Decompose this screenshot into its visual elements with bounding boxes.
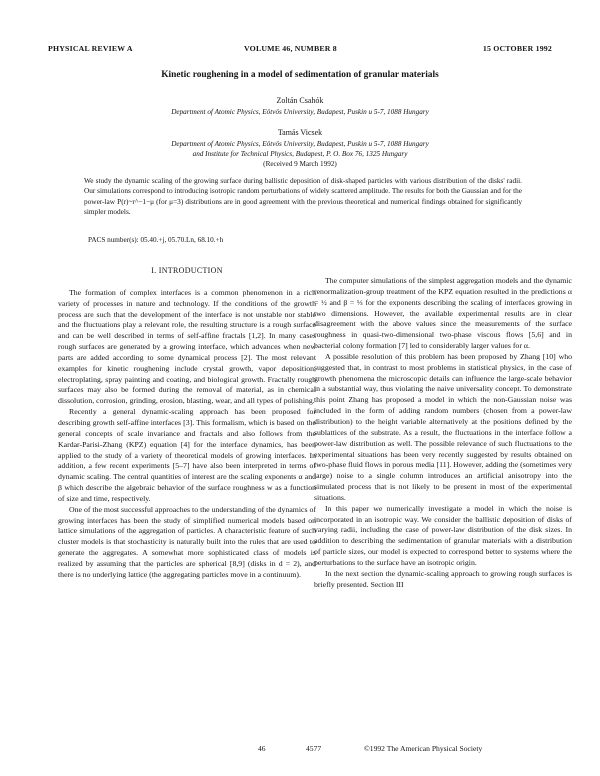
paper-title: Kinetic roughening in a model of sedimentation of granular materials	[161, 70, 439, 80]
page-footer	[0, 744, 600, 756]
body-paragraph: The computer simulations of the simplest aggregation models and the dynamic renormalization-group treatment of the KPZ equation resulted in the predictions α = ½ and β = ⅓ for the exponents describing the scaling of interfaces growing in two dimensions. However, the available experimental results are in clear disagreement with the above values since the measurements of the surface roughness in quasi-two-dimensional two-phase viscous flows [5,6] and in bacterial colony formation [7] led to considerably larger values for α.	[314, 276, 572, 351]
section-heading: I. INTRODUCTION	[151, 266, 223, 275]
journal-name: PHYSICAL REVIEW A	[48, 44, 133, 53]
author-affiliation: Department of Atomic Physics, Eötvös University, Budapest, Puskin u 5-7, 1088 Hungary	[171, 108, 429, 116]
pacs-numbers: PACS number(s): 05.40.+j, 05.70.Ln, 68.10.+h	[88, 236, 224, 244]
left-column	[58, 266, 316, 581]
author-name: Tamás Vicsek	[277, 128, 323, 137]
issue-date: 15 OCTOBER 1992	[482, 44, 552, 53]
body-paragraph: In the next section the dynamic-scaling approach to growing rough surfaces is briefly presented. Section III	[314, 568, 572, 589]
body-paragraph: Recently a general dynamic-scaling approach has been proposed for describing growth self-affine interfaces [3]. This formalism, which is based on the general concepts of scale invariance and fractals and also follows from the Kardar-Parisi-Zhang (KPZ) equation [4] for the interface dynamics, has been applied to the study of a variety of theoretical models of growing interfaces. In addition, a few recent experiments [5–7] have also been interpreted in terms of dynamic scaling. The central quantities of interest are the scaling exponents α and β which describe the algebraic behavior of the surface roughness w as a function of size and time, respectively.	[58, 407, 316, 503]
footer-copyright: ©1992 The American Physical Society	[364, 744, 483, 753]
body-paragraph: The formation of complex interfaces is a common phenomenon in a rich variety of processes in nature and technology. If the conditions of the growth process are such that the development of the interface is not unstable nor stable and the fluctuations play a relevant role, the resulting structure is a rough surface and can be well described in terms of self-affine fractals [1,2]. In many cases rough surfaces are generated by a growing interface, which advances when new parts are added according to some dynamical process [2]. The most relevant examples for kinetic roughening include crystal growth, vapor deposition, electroplating, spray painting and coating, and biological growth. Fractally rough surfaces may also be formed during the removal of material, as in chemical dissolution, corrosion, grinding, erosion, blasting, wear, and all types of polishing.	[58, 287, 316, 406]
abstract: We study the dynamic scaling of the growing surface during ballistic deposition of disk-shaped particles with various distribution of the disks' radii. Our simulations correspond to introducing isotropic random perturbations of widely scattered amplitude. The results for both the Gaussian and for the power-law P(r)~r^−1−μ (for μ=3) distributions are in good agreement with the previous theoretical and numerical findings obtained for significantly simpler models.	[84, 176, 522, 217]
received-date: (Received 9 March 1992)	[263, 160, 337, 168]
running-header	[48, 44, 552, 56]
footer-volume: 46	[258, 744, 266, 753]
author-name: Zoltán Csahók	[276, 96, 324, 105]
right-column	[314, 276, 572, 590]
volume-number: VOLUME 46, NUMBER 8	[244, 44, 337, 53]
footer-page-number: 4577	[306, 744, 322, 753]
author-affiliation-secondary: and Institute for Technical Physics, Budapest, P. O. Box 76, 1325 Hungary	[192, 150, 408, 158]
body-paragraph: A possible resolution of this problem has been proposed by Zhang [10] who suggested that, in contrast to most problems in statistical physics, in the case of growth phenomena the microscopic details can influence the large-scale behavior in a substantial way, thus violating the naive universality concept. To demonstrate this point Zhang has proposed a model in which the non-Gaussian noise was included in the form of adding random numbers (chosen from a power-law distribution) to the height variable alternatively at the positions defined by the sublattices of the substrate. As a result, the fluctuations in the interface follow a power-law distribution as well. The possible relevance of such fluctuations to the experimental situations has been very recently suggested by results obtained on two-phase fluid flows in porous media [11]. However, adding the (sometimes very large) noise to a single column introduces an artificial anisotropy into the simulated process that is not likely to be present in most of the experimental situations.	[314, 351, 572, 502]
body-paragraph: In this paper we numerically investigate a model in which the noise is incorporated in an isotropic way. We consider the ballistic deposition of disks of varying radii, including the case of power-law distribution of the disk sizes. In addition to describing the sedimentation of granular materials with a distribution of particle sizes, our model is expected to correspond better to systems where the perturbations to the surface have an isotropic origin.	[314, 503, 572, 567]
author-affiliation: Department of Atomic Physics, Eötvös University, Budapest, Puskin u 5-7, 1088 Hungary	[171, 140, 429, 148]
body-paragraph: One of the most successful approaches to the understanding of the dynamics of growing interfaces has been the study of simplified numerical models based on lattice simulations of the aggregation of particles. A characteristic feature of such cluster models is that stochasticity is naturally built into the rules that are used to generate the aggregates. A somewhat more sophisticated class of models is realized by assuming that the particles are spherical [8,9] (disks in d = 2), and there is no underlying lattice (the aggregating particles move in a continuum).	[58, 504, 316, 579]
